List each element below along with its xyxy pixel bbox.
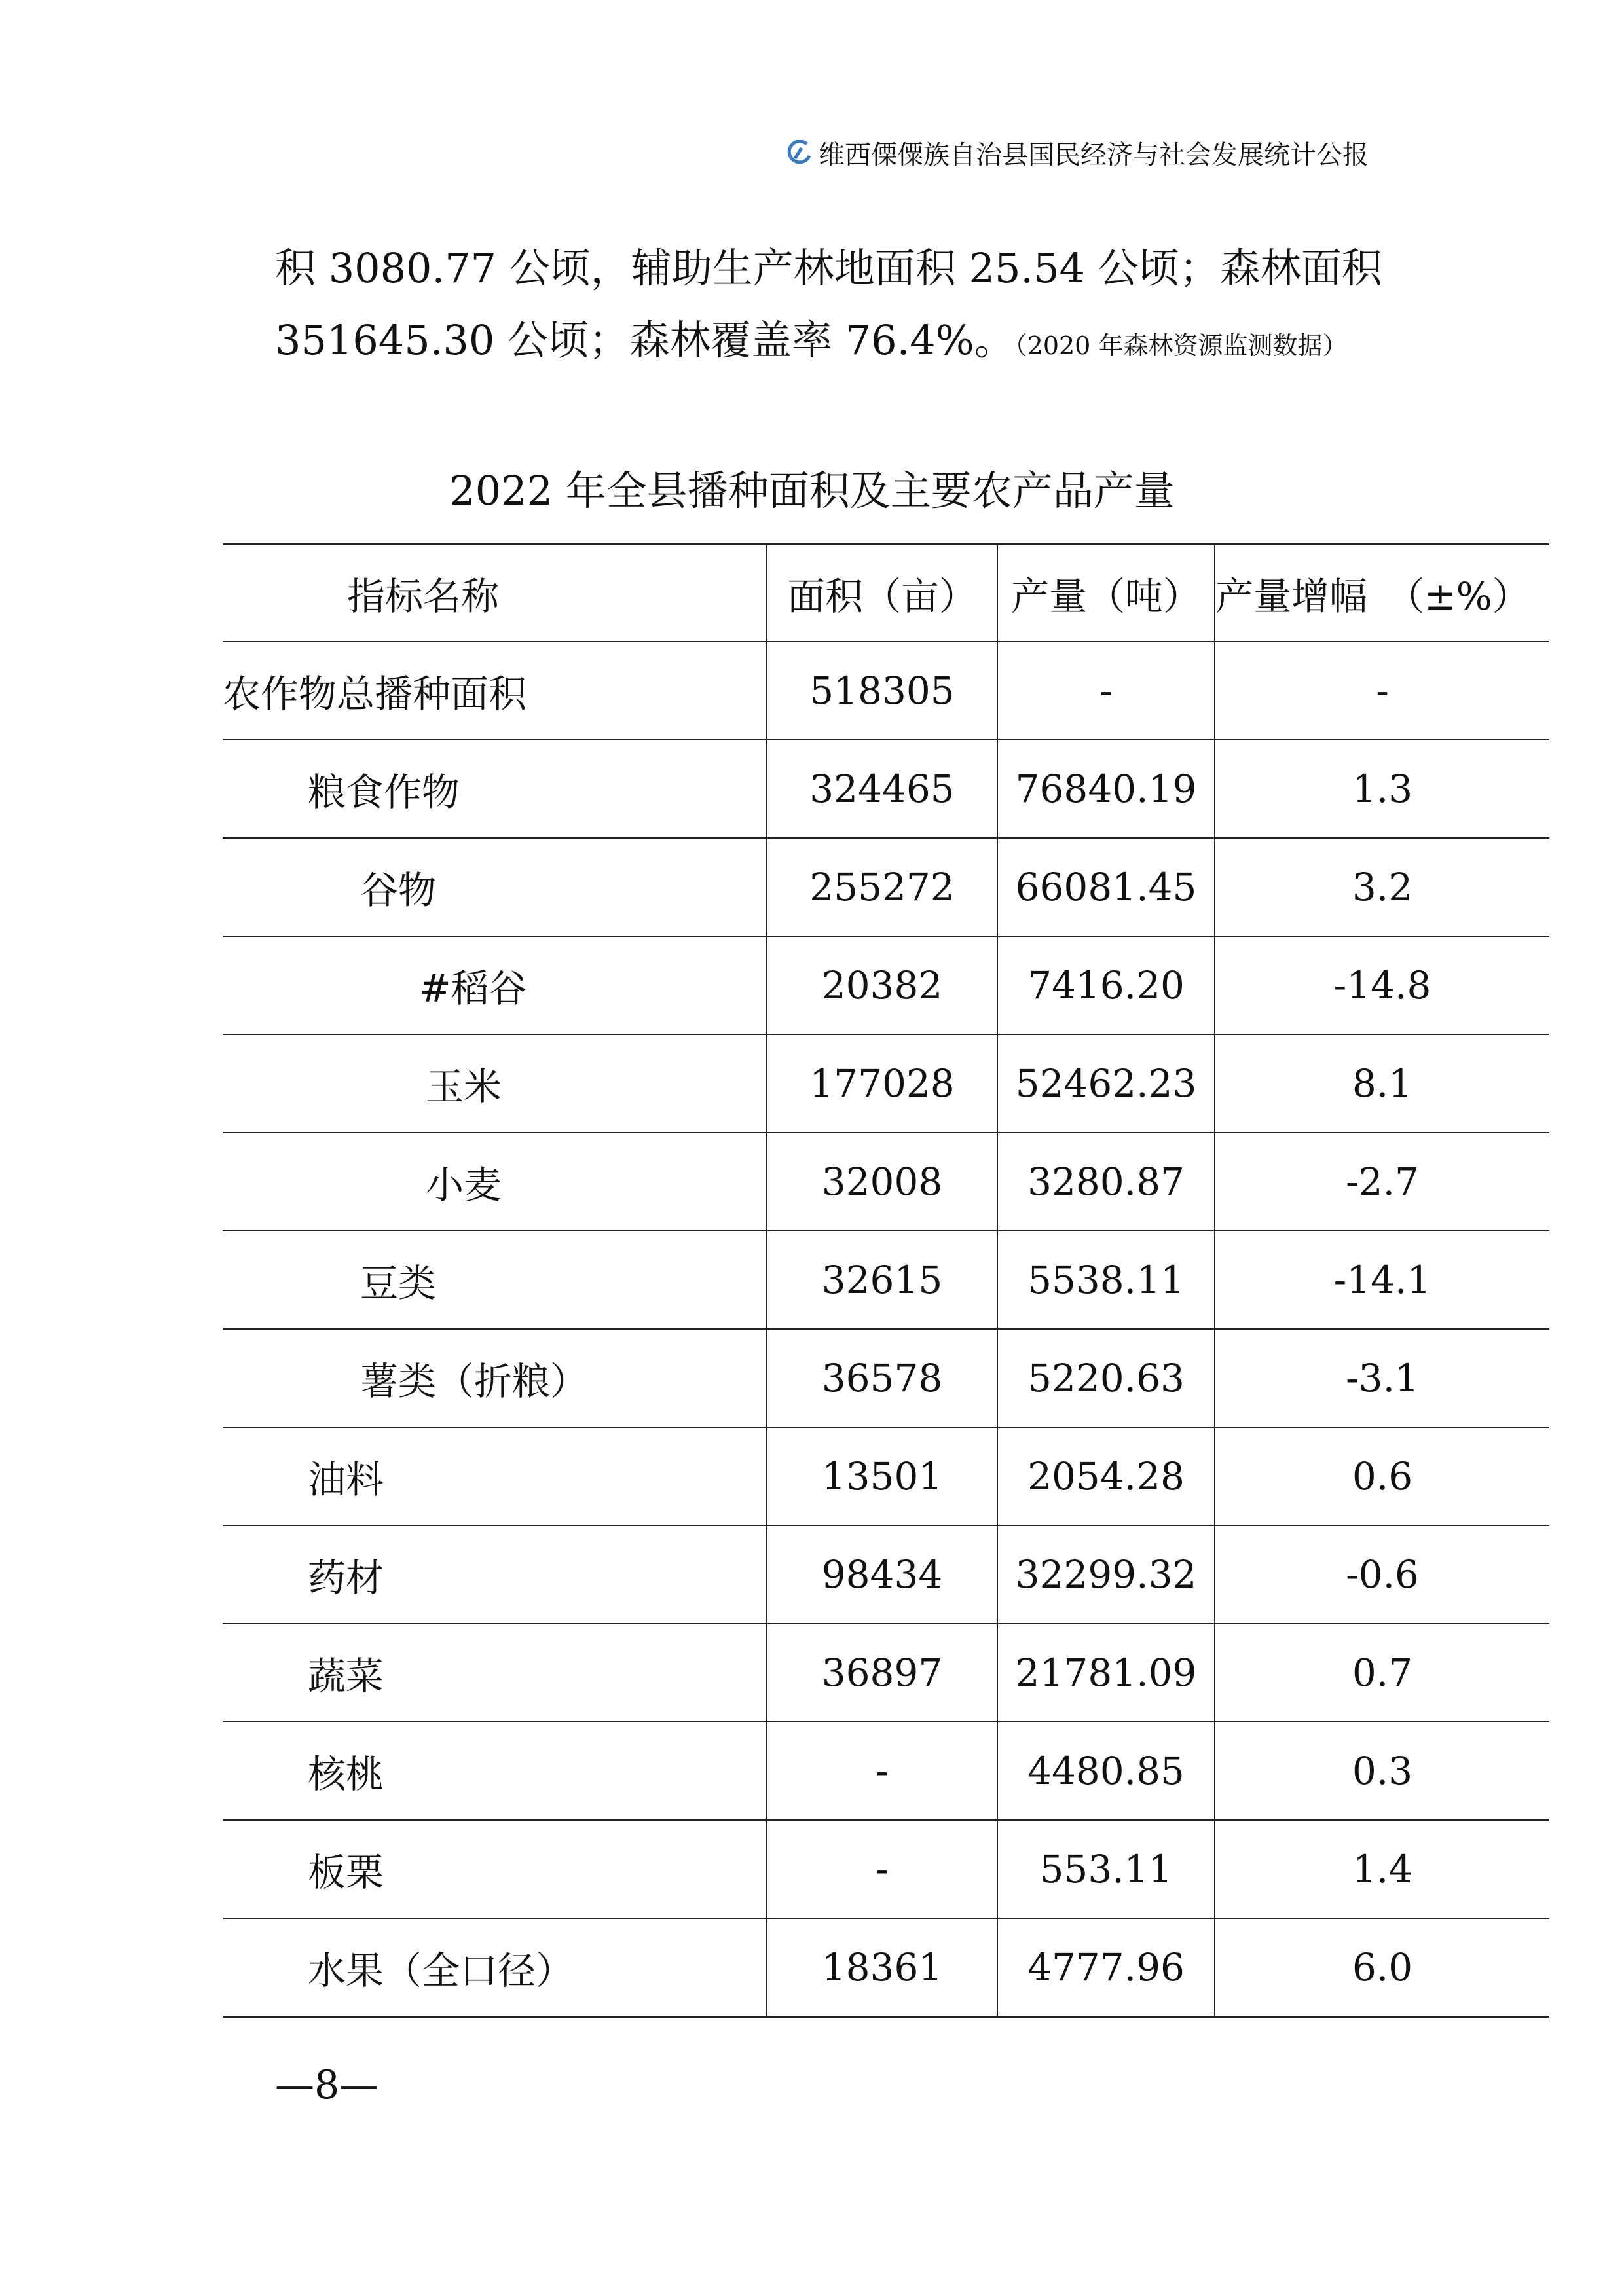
table-row	[223, 838, 1549, 936]
row-area: 36578	[767, 1329, 997, 1427]
page-number: —8—	[275, 2062, 379, 2108]
row-area: 18361	[767, 1918, 997, 2017]
header-indicator-name: 指标名称	[223, 545, 767, 642]
row-area: 20382	[767, 936, 997, 1034]
header-output: 产量（吨）	[997, 545, 1215, 642]
row-output: 4480.85	[997, 1722, 1215, 1820]
row-growth: 6.0	[1215, 1918, 1549, 2017]
row-name: #稻谷	[223, 936, 767, 1034]
row-area: 324465	[767, 740, 997, 838]
table-title: 2022 年全县播种面积及主要农产品产量	[449, 467, 1175, 515]
row-growth: -2.7	[1215, 1133, 1549, 1231]
row-output: 76840.19	[997, 740, 1215, 838]
row-output: 52462.23	[997, 1034, 1215, 1133]
row-output: 7416.20	[997, 936, 1215, 1034]
table-row	[223, 1231, 1549, 1329]
row-name: 核桃	[223, 1722, 767, 1820]
row-growth: -3.1	[1215, 1329, 1549, 1427]
row-output: 5220.63	[997, 1329, 1215, 1427]
row-name: 板栗	[223, 1820, 767, 1918]
row-output: 5538.11	[997, 1231, 1215, 1329]
row-growth: 8.1	[1215, 1034, 1549, 1133]
row-output: 3280.87	[997, 1133, 1215, 1231]
row-name: 水果（全口径）	[223, 1918, 767, 2017]
row-growth: -14.1	[1215, 1231, 1549, 1329]
table-row	[223, 1722, 1549, 1820]
row-name: 谷物	[223, 838, 767, 936]
row-output: 2054.28	[997, 1427, 1215, 1525]
body-text-line-2	[275, 308, 1388, 366]
row-output: 66081.45	[997, 838, 1215, 936]
table-row	[223, 642, 1549, 740]
row-name: 薯类（折粮）	[223, 1329, 767, 1427]
row-name: 小麦	[223, 1133, 767, 1231]
row-name: 蔬菜	[223, 1624, 767, 1722]
row-name: 农作物总播种面积	[223, 642, 767, 740]
header-growth: 产量增幅 （±%）	[1215, 545, 1549, 642]
table-row	[223, 1427, 1549, 1525]
row-area: -	[767, 1820, 997, 1918]
row-name: 玉米	[223, 1034, 767, 1133]
row-output: -	[997, 642, 1215, 740]
table-row	[223, 1034, 1549, 1133]
row-name: 药材	[223, 1525, 767, 1624]
row-output: 553.11	[997, 1820, 1215, 1918]
row-area: -	[767, 1722, 997, 1820]
body-text-main: 351645.30 公顷；森林覆盖率 76.4%。	[275, 316, 1015, 364]
body-text-line-1: 积 3080.77 公顷，辅助生产林地面积 25.54 公顷；森林面积	[275, 244, 1382, 292]
table-row	[223, 740, 1549, 838]
row-area: 518305	[767, 642, 997, 740]
row-area: 177028	[767, 1034, 997, 1133]
data-source-note: （2020 年森林资源监测数据）	[1014, 331, 1348, 360]
page-header	[787, 134, 1369, 172]
row-area: 32615	[767, 1231, 997, 1329]
report-logo-icon	[787, 140, 813, 166]
row-area: 98434	[767, 1525, 997, 1624]
table-row	[223, 1918, 1549, 2017]
row-output: 21781.09	[997, 1624, 1215, 1722]
row-area: 255272	[767, 838, 997, 936]
row-area: 36897	[767, 1624, 997, 1722]
table-row	[223, 1133, 1549, 1231]
crop-statistics-table	[223, 543, 1549, 2018]
row-growth: -	[1215, 642, 1549, 740]
table-row	[223, 1820, 1549, 1918]
table-row	[223, 1329, 1549, 1427]
row-growth: 0.7	[1215, 1624, 1549, 1722]
table-row	[223, 936, 1549, 1034]
table-row	[223, 1624, 1549, 1722]
row-area: 32008	[767, 1133, 997, 1231]
row-name: 油料	[223, 1427, 767, 1525]
row-area: 13501	[767, 1427, 997, 1525]
row-growth: 1.4	[1215, 1820, 1549, 1918]
row-growth: 3.2	[1215, 838, 1549, 936]
row-growth: -0.6	[1215, 1525, 1549, 1624]
row-output: 32299.32	[997, 1525, 1215, 1624]
row-name: 粮食作物	[223, 740, 767, 838]
row-name: 豆类	[223, 1231, 767, 1329]
report-title: 维西傈僳族自治县国民经济与社会发展统计公报	[819, 140, 1369, 170]
row-output: 4777.96	[997, 1918, 1215, 2017]
row-growth: 1.3	[1215, 740, 1549, 838]
table-row	[223, 1525, 1549, 1624]
row-growth: 0.3	[1215, 1722, 1549, 1820]
row-growth: 0.6	[1215, 1427, 1549, 1525]
row-growth: -14.8	[1215, 936, 1549, 1034]
table-header-row	[223, 545, 1549, 642]
header-area: 面积（亩）	[767, 545, 997, 642]
